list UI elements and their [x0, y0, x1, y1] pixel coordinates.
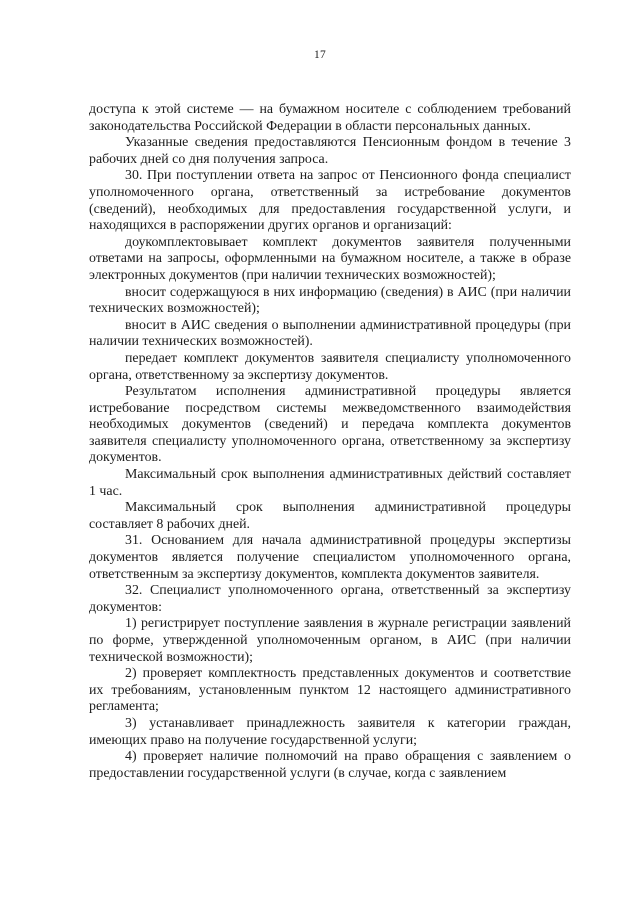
page-number: 17	[313, 49, 327, 61]
paragraph: 3) устанавливает принадлежность заявителя к категории граждан, имеющих право на получение государственной услуги;	[89, 715, 571, 748]
paragraph: 2) проверяет комплектность представленных документов и соответствие их требованиям, установленным пунктом 12 настоящего административного регламента;	[89, 666, 571, 715]
paragraph: Результатом исполнения административной процедуры является истребование посредством системы межведомственного взаимодействия необходимых документов (сведений) и передача комплекта документов заявителя специалисту уполномоченного органа, ответственному за экспертизу документов.	[89, 384, 571, 466]
paragraph: Максимальный срок выполнения административной процедуры составляет 8 рабочих дней.	[89, 500, 571, 532]
paragraph: доступа к этой системе — на бумажном носителе с соблюдением требований законодательства Российской Федерации в области персональных данных.	[89, 102, 571, 134]
paragraph: 30. При поступлении ответа на запрос от Пенсионного фонда специалист уполномоченного органа, ответственный за истребование документов (сведений), необходимых для предоставления государственной услуги, и находящихся в распоряжении других органов и организаций:	[89, 168, 571, 234]
paragraph: Максимальный срок выполнения административных действий составляет 1 час.	[89, 467, 571, 499]
paragraph: вносит содержащуюся в них информацию (сведения) в АИС (при наличии технических возможностей);	[89, 284, 571, 317]
paragraph: Указанные сведения предоставляются Пенсионным фондом в течение 3 рабочих дней со дня получения запроса.	[89, 135, 571, 167]
paragraph: 4) проверяет наличие полномочий на право обращения с заявлением о предоставлении государственной услуги (в случае, когда с заявлением	[89, 749, 571, 781]
paragraph: 31. Основанием для начала административной процедуры экспертизы документов является получение специалистом уполномоченного органа, ответственным за экспертизу документов, комплекта документов заявителя.	[89, 533, 571, 582]
document-body	[89, 102, 571, 782]
paragraph: 32. Специалист уполномоченного органа, ответственный за экспертизу документов:	[89, 583, 571, 615]
paragraph: 1) регистрирует поступление заявления в журнале регистрации заявлений по форме, утвержденной уполномоченным органом, в АИС (при наличии технической возможности);	[89, 616, 571, 665]
paragraph: вносит в АИС сведения о выполнении административной процедуры (при наличии технических возможностей).	[89, 317, 571, 350]
paragraph: доукомплектовывает комплект документов заявителя полученными ответами на запросы, оформленными на бумажном носителе, а также в образе электронных документов (при наличии технических возможностей);	[89, 234, 571, 283]
paragraph: передает комплект документов заявителя специалисту уполномоченного органа, ответственному за экспертизу документов.	[89, 350, 571, 383]
